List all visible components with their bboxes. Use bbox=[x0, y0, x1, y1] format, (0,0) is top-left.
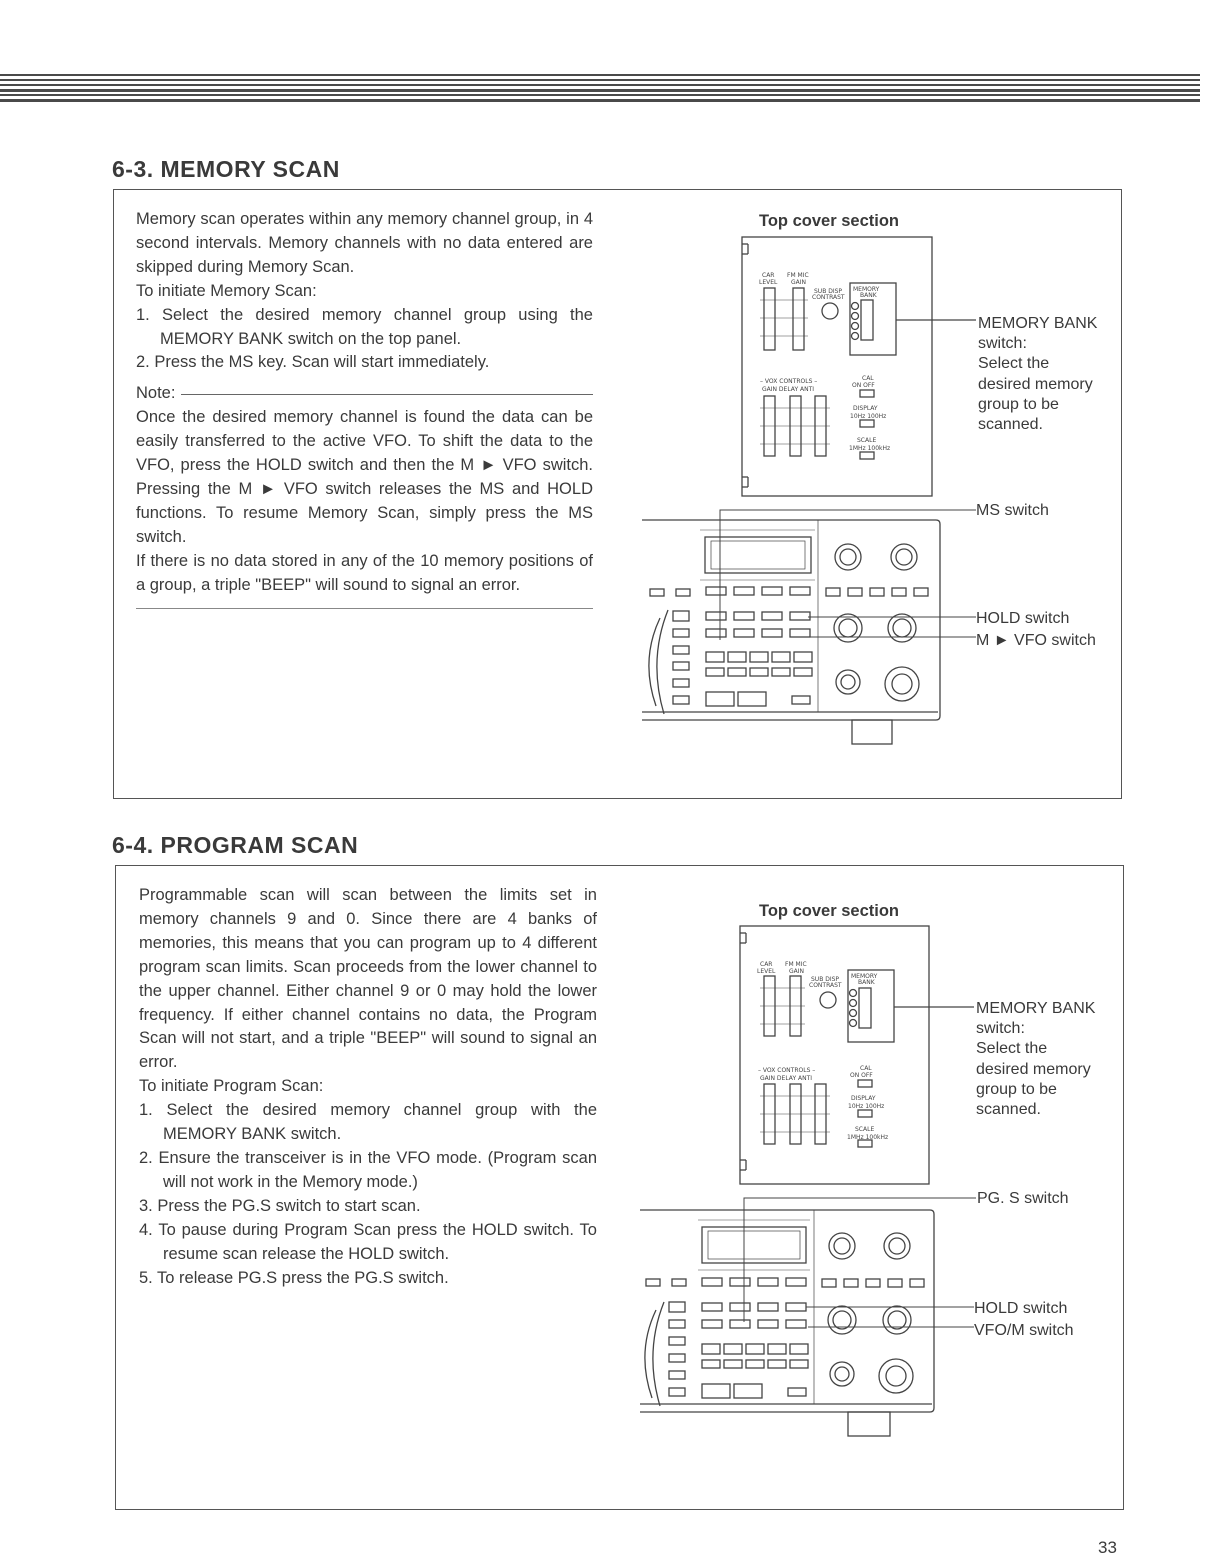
panel-label: GAIN DELAY ANTI bbox=[762, 386, 815, 393]
panel-label: BANK bbox=[858, 979, 875, 986]
panel-label: 1MHz 100kHz bbox=[849, 445, 891, 452]
panel-label: CAL bbox=[862, 375, 874, 382]
knob bbox=[828, 1306, 856, 1334]
knob bbox=[884, 1233, 910, 1259]
callout-hold-switch: HOLD switch bbox=[976, 610, 1070, 627]
panel-label: MEMORY bbox=[853, 286, 880, 293]
panel-label: – VOX CONTROLS – bbox=[758, 1067, 816, 1074]
callout-line: MEMORY BANK bbox=[976, 1000, 1096, 1017]
callout-line: switch: bbox=[978, 335, 1027, 353]
step: 5. To release PG.S press the PG.S switch. bbox=[139, 1268, 449, 1287]
knob bbox=[883, 1306, 911, 1334]
callout-hold-switch: HOLD switch bbox=[974, 1300, 1068, 1317]
figure-title: Top cover section bbox=[759, 212, 899, 230]
panel-label: CONTRAST bbox=[812, 294, 845, 301]
panel-label: 1MHz 100kHz bbox=[847, 1134, 889, 1141]
step: 2. Press the MS key. Scan will start immediately. bbox=[136, 353, 490, 372]
step: 4. To pause during Program Scan press the HOLD switch. To resume scan release the HOLD switch. bbox=[139, 1220, 597, 1263]
knob bbox=[830, 1362, 854, 1386]
sub-disp-contrast-knob bbox=[820, 992, 836, 1008]
panel-label: SCALE bbox=[855, 1126, 875, 1133]
callout-pgs-switch: PG. S switch bbox=[977, 1190, 1069, 1207]
panel-label: CAR bbox=[760, 961, 773, 968]
callout-line: scanned. bbox=[978, 416, 1043, 434]
panel-label: FM MIC bbox=[787, 272, 809, 279]
step: 2. Ensure the transceiver is in the VFO mode. (Program scan will not work in the Memory mode.) bbox=[139, 1148, 597, 1191]
section-title-memory-scan: 6-3. MEMORY SCAN bbox=[112, 156, 340, 182]
callout-line: group to be bbox=[976, 1080, 1057, 1098]
panel-label: BANK bbox=[860, 292, 877, 299]
page-number: 33 bbox=[1098, 1538, 1117, 1557]
callout-line: Select the bbox=[976, 1040, 1048, 1058]
panel-label: – VOX CONTROLS – bbox=[760, 378, 818, 385]
display-window bbox=[702, 1227, 806, 1263]
note-paragraph: If there is no data stored in any of the 10 memory positions of a group, a triple "BEEP" will sound to signal an error. bbox=[136, 551, 593, 594]
section-title-program-scan: 6-4. PROGRAM SCAN bbox=[112, 832, 359, 858]
memory-bank-switch bbox=[859, 988, 871, 1028]
step: 3. Press the PG.S switch to start scan. bbox=[139, 1196, 421, 1215]
foot bbox=[848, 1412, 890, 1436]
paragraph: To initiate Program Scan: bbox=[139, 1077, 324, 1096]
figure-title: Top cover section bbox=[759, 902, 899, 920]
callout-line: switch: bbox=[976, 1020, 1025, 1038]
callout-m-vfo-switch: M ► VFO switch bbox=[976, 632, 1096, 649]
callout-vfo-m-switch: VFO/M switch bbox=[974, 1322, 1074, 1339]
panel-label: GAIN DELAY ANTI bbox=[760, 1075, 813, 1082]
note-paragraph: Once the desired memory channel is found the data can be easily transferred to the active VFO. To shift the data to the VFO, press the HOLD switch and then the M ► VFO switch. Pressing the M ► VFO switch releases the MS and HOLD functions. To resume Memory Scan, simply press the MS switch. bbox=[136, 408, 593, 546]
panel-label: MEMORY bbox=[851, 973, 878, 980]
paragraph: To initiate Memory Scan: bbox=[136, 281, 317, 300]
step: 1. Select the desired memory channel group with the MEMORY BANK switch. bbox=[139, 1101, 597, 1144]
callout-line: group to be bbox=[978, 395, 1059, 413]
panel-label: SCALE bbox=[857, 437, 877, 444]
panel-label: FM MIC bbox=[785, 961, 807, 968]
panel-label: SUB DISP bbox=[811, 976, 840, 983]
panel-label: ON OFF bbox=[850, 1072, 873, 1079]
paragraph: Memory scan operates within any memory channel group, in 4 second intervals. Memory channels with no data entered are skipped during Memory Scan. bbox=[136, 210, 593, 276]
panel-label: CONTRAST bbox=[809, 982, 842, 989]
note-label: Note: bbox=[136, 384, 176, 403]
panel-label: CAL bbox=[860, 1065, 872, 1072]
callout-ms-switch: MS switch bbox=[976, 502, 1049, 519]
callout-line: scanned. bbox=[976, 1101, 1041, 1119]
panel-label: LEVEL bbox=[759, 279, 778, 286]
panel-label: 10Hz 100Hz bbox=[850, 413, 887, 420]
pgs-key bbox=[730, 1320, 750, 1328]
panel-label: GAIN bbox=[791, 279, 807, 286]
callout-line: Select the bbox=[978, 355, 1050, 373]
panel-label: DISPLAY bbox=[853, 405, 878, 412]
panel-label: SUB DISP bbox=[814, 288, 843, 295]
callout-line: desired memory bbox=[978, 375, 1093, 393]
panel-label: ON OFF bbox=[852, 382, 875, 389]
panel-label: 10Hz 100Hz bbox=[848, 1103, 885, 1110]
panel-label: CAR bbox=[762, 272, 775, 279]
panel-label: LEVEL bbox=[757, 968, 776, 975]
panel-label: GAIN bbox=[789, 968, 805, 975]
paragraph: Programmable scan will scan between the limits set in memory channels 9 and 0. Since there are 4 banks of memories, this means that you can program up to 4 different program scan limits. Scan proceeds from the lower channel to the upper channel. Either channel 9 or 0 may hold the lower frequency. If either channel contains no data, the Program Scan will not start, and a triple "BEEP" will sound to signal an error. bbox=[139, 886, 597, 1072]
step: 1. Select the desired memory channel group using the MEMORY BANK switch on the top panel. bbox=[136, 305, 593, 348]
callout-line: desired memory bbox=[976, 1060, 1091, 1078]
knob bbox=[829, 1233, 855, 1259]
callout-line: MEMORY BANK bbox=[978, 315, 1098, 332]
knob bbox=[879, 1359, 913, 1393]
panel-label: DISPLAY bbox=[851, 1095, 876, 1102]
